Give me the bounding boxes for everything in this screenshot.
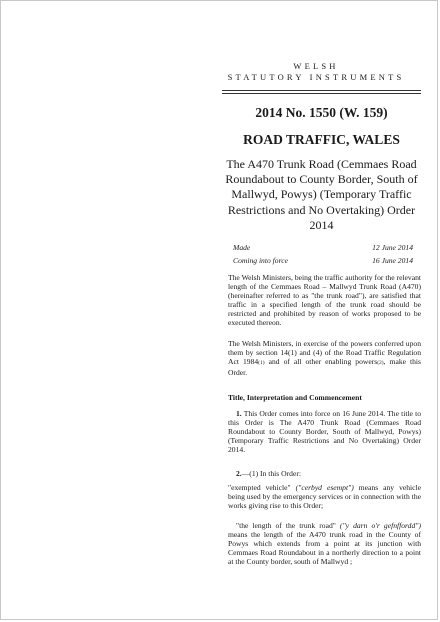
preamble-p2-text-a: The Welsh Ministers, in exercise of the powers conferred upon them by section 14(1) and (4) of the Road Traffic Regulation Act 1984 bbox=[228, 339, 421, 367]
coming-into-force-label: Coming into force bbox=[233, 255, 288, 265]
definition-text: means any vehicle being used by the emergency services or in connection with the works giving rise to this Order; bbox=[228, 483, 421, 511]
article-2-number: 2. bbox=[236, 469, 242, 478]
article-1-text: This Order comes into force on 16 June 2014. The title to this Order is The A470 Trunk Road (Cemmaes Road Roundabout to County Border, South of Mallwyd, Powys) (Temporary Traffic Restrictions and No Overtaking) Order 2014. bbox=[228, 409, 421, 455]
made-label: Made bbox=[233, 243, 251, 252]
dates-block bbox=[233, 243, 413, 268]
coming-into-force-date: 16 June 2014 bbox=[372, 255, 413, 265]
footnote-ref-1[interactable]: (1) bbox=[258, 360, 265, 367]
preamble-paragraph-2 bbox=[228, 339, 421, 377]
coming-into-force-row bbox=[233, 256, 413, 269]
definition-term: "exempted vehicle" bbox=[228, 483, 291, 492]
order-number: 2014 No. 1550 (W. 159) bbox=[255, 105, 388, 120]
subject-heading: ROAD TRAFFIC, WALES bbox=[243, 132, 400, 147]
order-title: The A470 Trunk Road (Cemmaes Road Roundabout to County Border, South of Mallwyd, Powys) (Temporary Traffic Restrictions and No Overtaking) Order 2014 bbox=[225, 157, 418, 232]
preamble-paragraph-1: The Welsh Ministers, being the traffic authority for the relevant length of the Cemmaes Road – Mallwyd Trunk Road (A470) (hereinafter referred to as "the trunk road"), are satisfied that traffic in a specified length of the trunk road should be restricted and prohibited by reason of works proposed to be executed thereon. bbox=[228, 273, 421, 328]
section-heading: Title, Interpretation and Commencement bbox=[228, 393, 362, 402]
definition-welsh-term: ("y darn o'r gefnffordd") bbox=[335, 521, 421, 530]
series-header bbox=[211, 61, 421, 83]
article-2-text: —(1) In this Order: bbox=[241, 469, 301, 478]
definition-text: means the length of the A470 trunk road in the County of Powys which extends from a point at its junction with Cemmaes Road Roundabout in a northerly direction to a point at the County border, south of Mallwyd ; bbox=[228, 530, 421, 567]
series-header-line1: WELSH bbox=[293, 61, 339, 71]
made-date: 12 June 2014 bbox=[372, 243, 413, 252]
definition-term: "the length of the trunk road" bbox=[236, 521, 336, 530]
article-1-number: 1. bbox=[236, 409, 242, 418]
header-rule-top bbox=[222, 90, 421, 91]
definition-length-of-trunk-road bbox=[228, 521, 421, 566]
header-rule-bottom bbox=[222, 93, 421, 94]
definition-welsh-term: ("cerbyd esempt") bbox=[290, 483, 354, 492]
made-row bbox=[233, 243, 413, 256]
article-2 bbox=[228, 469, 421, 478]
preamble-p2-text-c: , make this Order. bbox=[228, 357, 421, 378]
preamble-p2-text-b: and of all other enabling powers bbox=[264, 357, 378, 367]
footnote-ref-2[interactable]: (2) bbox=[377, 360, 384, 367]
series-header-line2: STATUTORY INSTRUMENTS bbox=[227, 72, 405, 82]
article-1 bbox=[228, 409, 421, 454]
definition-exempted-vehicle bbox=[228, 483, 421, 510]
